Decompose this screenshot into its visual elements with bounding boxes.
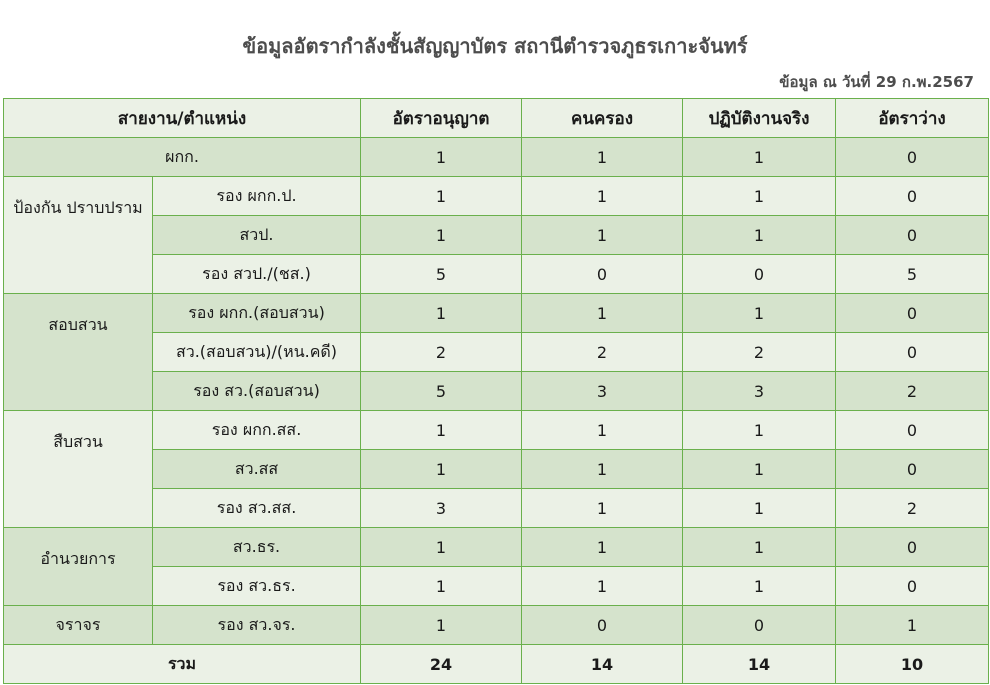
vacant-cell: 2 xyxy=(836,372,989,411)
held-cell: 1 xyxy=(522,294,683,333)
col-header-held: คนครอง xyxy=(522,99,683,138)
vacant-cell: 1 xyxy=(836,606,989,645)
allowed-cell: 1 xyxy=(361,138,522,177)
position-cell: รอง ผกก.สส. xyxy=(153,411,361,450)
position-cell: รอง สว.จร. xyxy=(153,606,361,645)
allowed-cell: 5 xyxy=(361,255,522,294)
vacant-cell: 0 xyxy=(836,528,989,567)
group-cell-prevention: ป้องกัน ปราบปราม xyxy=(4,177,153,294)
table-row xyxy=(4,528,989,567)
group-cell-investigation: สอบสวน xyxy=(4,294,153,411)
position-cell: สว.ธร. xyxy=(153,528,361,567)
actual-cell: 1 xyxy=(683,567,836,606)
allowed-cell: 2 xyxy=(361,333,522,372)
vacant-cell: 5 xyxy=(836,255,989,294)
total-actual: 14 xyxy=(683,645,836,684)
held-cell: 1 xyxy=(522,138,683,177)
actual-cell: 1 xyxy=(683,489,836,528)
allowed-cell: 1 xyxy=(361,294,522,333)
held-cell: 1 xyxy=(522,567,683,606)
data-date: ข้อมูล ณ วันที่ 29 ก.พ.2567 xyxy=(779,73,974,91)
vacant-cell: 0 xyxy=(836,450,989,489)
actual-cell: 1 xyxy=(683,411,836,450)
position-cell: สวป. xyxy=(153,216,361,255)
table-row xyxy=(4,606,989,645)
position-cell: รอง สว.สส. xyxy=(153,489,361,528)
actual-cell: 1 xyxy=(683,450,836,489)
col-header-position: สายงาน/ตำแหน่ง xyxy=(4,99,361,138)
group-cell-administration: อำนวยการ xyxy=(4,528,153,606)
vacant-cell: 0 xyxy=(836,567,989,606)
total-allowed: 24 xyxy=(361,645,522,684)
held-cell: 1 xyxy=(522,411,683,450)
vacant-cell: 0 xyxy=(836,138,989,177)
held-cell: 1 xyxy=(522,216,683,255)
vacant-cell: 2 xyxy=(836,489,989,528)
allowed-cell: 1 xyxy=(361,411,522,450)
actual-cell: 0 xyxy=(683,606,836,645)
col-header-vacant: อัตราว่าง xyxy=(836,99,989,138)
position-cell: รอง สว.ธร. xyxy=(153,567,361,606)
col-header-allowed: อัตราอนุญาต xyxy=(361,99,522,138)
position-cell: รอง สวป./(ชส.) xyxy=(153,255,361,294)
table-row xyxy=(4,411,989,450)
actual-cell: 1 xyxy=(683,138,836,177)
total-label: รวม xyxy=(4,645,361,684)
table-row xyxy=(4,294,989,333)
held-cell: 1 xyxy=(522,177,683,216)
allowed-cell: 1 xyxy=(361,216,522,255)
col-header-actual: ปฏิบัติงานจริง xyxy=(683,99,836,138)
allowed-cell: 1 xyxy=(361,528,522,567)
position-cell: รอง ผกก.ป. xyxy=(153,177,361,216)
group-cell-detective: สืบสวน xyxy=(4,411,153,528)
actual-cell: 1 xyxy=(683,528,836,567)
vacant-cell: 0 xyxy=(836,216,989,255)
held-cell: 1 xyxy=(522,450,683,489)
allowed-cell: 5 xyxy=(361,372,522,411)
position-cell: ผกก. xyxy=(4,138,361,177)
actual-cell: 1 xyxy=(683,216,836,255)
actual-cell: 1 xyxy=(683,177,836,216)
table-row xyxy=(4,177,989,216)
actual-cell: 0 xyxy=(683,255,836,294)
total-vacant: 10 xyxy=(836,645,989,684)
page-title: ข้อมูลอัตรากำลังชั้นสัญญาบัตร สถานีตำรวจภูธรเกาะจันทร์ xyxy=(242,34,748,58)
position-cell: สว.(สอบสวน)/(หน.คดี) xyxy=(153,333,361,372)
actual-cell: 1 xyxy=(683,294,836,333)
allowed-cell: 1 xyxy=(361,177,522,216)
position-cell: รอง สว.(สอบสวน) xyxy=(153,372,361,411)
position-cell: สว.สส xyxy=(153,450,361,489)
held-cell: 2 xyxy=(522,333,683,372)
allowed-cell: 1 xyxy=(361,450,522,489)
held-cell: 0 xyxy=(522,255,683,294)
table-row xyxy=(4,138,989,177)
vacant-cell: 0 xyxy=(836,177,989,216)
held-cell: 1 xyxy=(522,489,683,528)
personnel-table xyxy=(3,98,989,684)
group-cell-traffic: จราจร xyxy=(4,606,153,645)
vacant-cell: 0 xyxy=(836,411,989,450)
held-cell: 1 xyxy=(522,528,683,567)
vacant-cell: 0 xyxy=(836,333,989,372)
allowed-cell: 1 xyxy=(361,567,522,606)
allowed-cell: 3 xyxy=(361,489,522,528)
allowed-cell: 1 xyxy=(361,606,522,645)
held-cell: 3 xyxy=(522,372,683,411)
position-cell: รอง ผกก.(สอบสวน) xyxy=(153,294,361,333)
held-cell: 0 xyxy=(522,606,683,645)
total-held: 14 xyxy=(522,645,683,684)
actual-cell: 2 xyxy=(683,333,836,372)
actual-cell: 3 xyxy=(683,372,836,411)
total-row xyxy=(4,645,989,684)
vacant-cell: 0 xyxy=(836,294,989,333)
header-row xyxy=(4,99,989,138)
